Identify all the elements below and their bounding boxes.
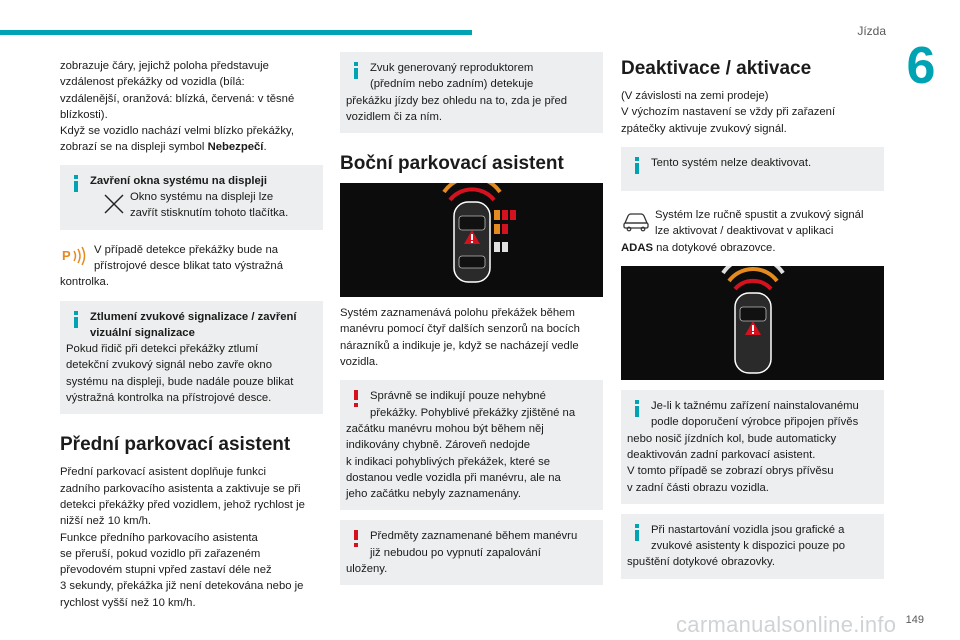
rear-park-assist-image — [621, 266, 884, 380]
heading-front-park-assist: Přední parkovací asistent — [60, 434, 291, 456]
adas-block: Systém lze ručně spustit a zvukový signál lze aktivovat / deaktivovat v aplikaci ADAS na dotykové obrazovce. — [621, 209, 864, 254]
column-2 — [340, 58, 603, 585]
deactivation-text: (V závislosti na zemi prodeje) V výchozím nastavení se vždy při zařazení zpátečky aktivuje zvukový signál. — [621, 90, 836, 135]
column-1 — [60, 58, 323, 611]
front-park-assist-text: Přední parkovací asistent doplňuje funkci zadního parkovacího asistenta a zaktivuje se při detekci překážky před vozidlem, jehož rychlost je nižší než 10 km/h. Funkce předního parkovacího asistenta se přeruší, pokud vozidlo při zařazeném převodovém stupni vpřed zastaví déle než 3 sekundy, překážka již není detekována nebo je rychlost vyšší než 10 km/h. — [60, 466, 305, 609]
info-box-towbar: Je-li k tažnému zařízení nainstalovanému podle doporučení výrobce připojen přívěs nebo nosič jízdních kol, bude automaticky deaktivován zadní parkovací asistent. V tomto případě se zobrazí obrys přívěsu v zadní části obrazu vozidla. — [621, 390, 884, 504]
watermark: carmanualsonline.info — [676, 612, 897, 637]
info-box-title: Zavření okna systému na displeji — [90, 174, 268, 187]
page-number: 149 — [905, 614, 924, 626]
info-box-cannot-deactivate: Tento systém nelze deaktivovat. — [621, 147, 884, 191]
info-box-speaker: Zvuk generovaný reproduktorem (předním nebo zadním) detekuje překážku jízdy bez ohledu na to, zda je před vozidlem či za ním. — [340, 52, 603, 133]
section-title: Jízda — [857, 24, 886, 38]
warning-box-ignition: Předměty zaznamenané během manévru již nebudou po vypnutí zapalování uloženy. — [340, 520, 603, 585]
car-top-view-with-sensors-icon — [340, 183, 603, 297]
intro-text: zobrazuje čáry, jejichž poloha představuje vzdálenost překážky od vozidla (bílá: vzdálenější, oranžová: blízká, červená: v těsné blízkosti). Když se vozidlo nachází velmi blízko překážky, zobrazí se na displeji symbol Nebezpečí. — [60, 60, 295, 154]
info-icon — [74, 311, 78, 328]
side-park-assist-image — [340, 183, 603, 297]
adas-term: ADAS — [621, 241, 654, 254]
info-icon — [635, 157, 639, 174]
heading-side-park-assist: Boční parkovací asistent — [340, 153, 564, 175]
info-box-mute: Ztlumení zvukové signalizace / zavření vizuální signalizace Pokud řidič při detekci překážky ztlumí detekční zvukový signál nebo zavře okno systému na displeji, bude nadále pouze blikat výstražná kontrolka na přístrojové desce. — [60, 301, 323, 415]
info-icon — [635, 400, 639, 417]
svg-text:P: P — [62, 247, 71, 263]
info-box-startup: Při nastartování vozidla jsou grafické a zvukové asistenty k dispozici pouze po spuštění dotykové obrazovky. — [621, 514, 884, 579]
info-icon — [354, 62, 358, 79]
warning-icon — [354, 530, 358, 547]
car-rear-sensors-icon — [621, 266, 884, 380]
parking-warning-lamp-icon — [60, 244, 90, 270]
side-park-assist-text: Systém zaznamenává polohu překážek během manévru pomocí čtyř dalších senzorů na bocích nárazníků a indikuje je, když se nacházejí vedle vozidla. — [340, 307, 580, 369]
warning-lamp-block: P V případě detekce překážky bude na přístrojové desce blikat tato výstražná kontrolka. — [60, 243, 283, 289]
warning-box-stationary: Správně se indikují pouze nehybné překážky. Pohyblivé překážky zjištěné na začátku manévru mohou být během něj indikovány chybně. Zároveň nedojde k indikaci pohyblivých překážek, které se dostanou vedle vozidla při manévru, ale na jeho začátku nebyly zaznamenány. — [340, 380, 603, 510]
close-icon — [102, 192, 126, 216]
info-icon — [635, 524, 639, 541]
car-icon — [621, 209, 651, 233]
column-3 — [621, 58, 884, 579]
header-accent-bar — [0, 30, 472, 35]
info-box-close-window: Zavření okna systému na displeji Okno systému na displeji lze zavřít stisknutím tohoto tlačítka. — [60, 165, 323, 230]
warning-icon — [354, 390, 358, 407]
danger-term: Nebezpečí — [207, 141, 264, 154]
heading-deactivation-activation: Deaktivace / aktivace — [621, 58, 812, 79]
chapter-number: 6 — [906, 37, 936, 95]
